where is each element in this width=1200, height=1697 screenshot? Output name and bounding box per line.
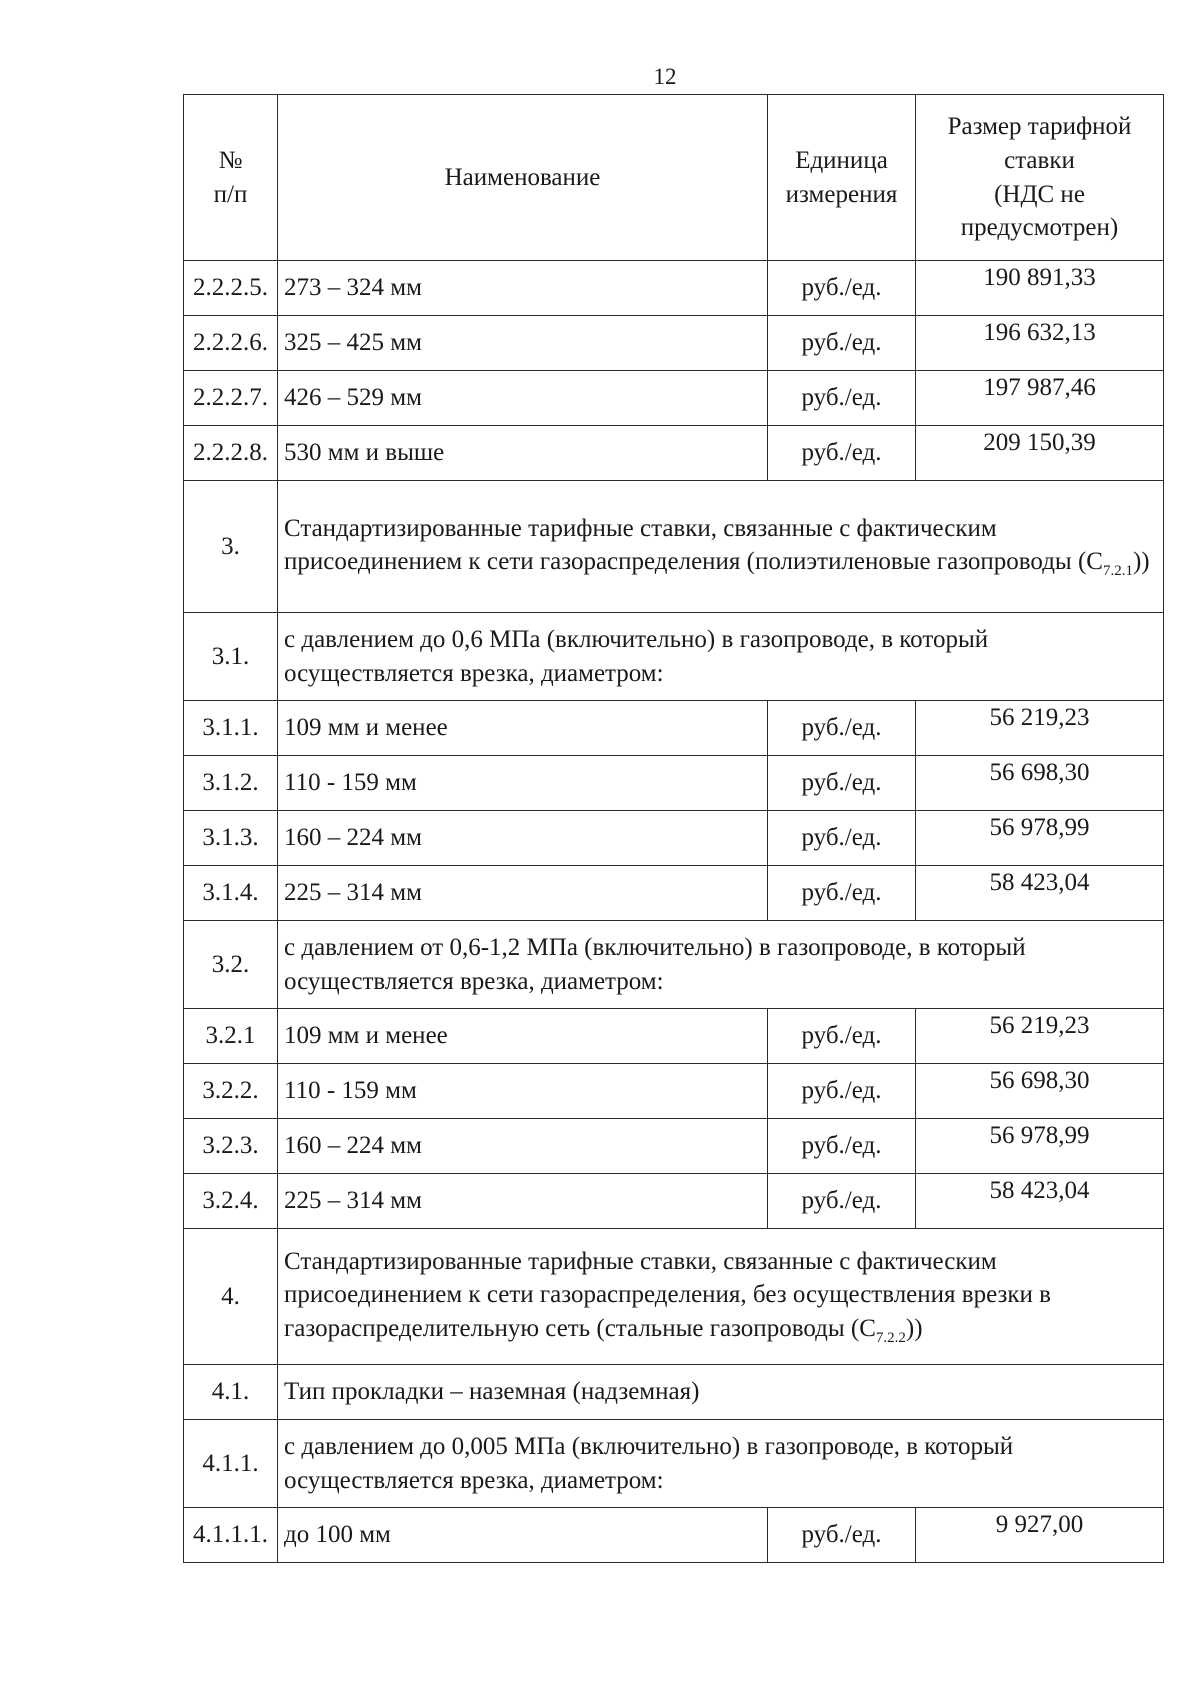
row-name: 325 – 425 мм — [278, 316, 768, 371]
subsection-title: с давлением до 0,005 МПа (включительно) в газопроводе, в который осуществляется врезка, диаметром: — [278, 1420, 1164, 1508]
row-rate: 56 978,99 — [916, 811, 1164, 866]
row-rate: 58 423,04 — [916, 866, 1164, 921]
row-rate: 190 891,33 — [916, 261, 1164, 316]
row-name: до 100 мм — [278, 1508, 768, 1563]
row-unit: руб./ед. — [768, 701, 916, 756]
subsection-number: 3.1. — [184, 613, 278, 701]
row-rate: 56 219,23 — [916, 701, 1164, 756]
row-rate: 56 219,23 — [916, 1009, 1164, 1064]
table-header-row — [184, 95, 1164, 261]
row-number: 3.1.1. — [184, 701, 278, 756]
section-number: 3. — [184, 481, 278, 613]
subsection-title: с давлением до 0,6 МПа (включительно) в газопроводе, в который осуществляется врезка, диаметром: — [278, 613, 1164, 701]
row-number: 3.2.3. — [184, 1119, 278, 1174]
row-rate: 196 632,13 — [916, 316, 1164, 371]
header-unit: Единица измерения — [768, 95, 916, 261]
row-rate: 56 978,99 — [916, 1119, 1164, 1174]
row-name: 426 – 529 мм — [278, 371, 768, 426]
row-name: 225 – 314 мм — [278, 866, 768, 921]
subsection-row — [184, 1420, 1164, 1508]
row-rate: 58 423,04 — [916, 1174, 1164, 1229]
header-number: № п/п — [184, 95, 278, 261]
section-row — [184, 481, 1164, 613]
row-name: 109 мм и менее — [278, 701, 768, 756]
row-rate: 56 698,30 — [916, 756, 1164, 811]
table-row — [184, 426, 1164, 481]
table-row — [184, 1009, 1164, 1064]
row-name: 109 мм и менее — [278, 1009, 768, 1064]
row-unit: руб./ед. — [768, 261, 916, 316]
row-rate: 9 927,00 — [916, 1508, 1164, 1563]
row-unit: руб./ед. — [768, 1174, 916, 1229]
row-unit: руб./ед. — [768, 426, 916, 481]
row-unit: руб./ед. — [768, 371, 916, 426]
section-title-subscript: 7.2.2 — [875, 1330, 906, 1347]
header-name: Наименование — [278, 95, 768, 261]
header-rate: Размер тарифной ставки (НДС не предусмотрен) — [916, 95, 1164, 261]
table-row — [184, 866, 1164, 921]
row-unit: руб./ед. — [768, 1064, 916, 1119]
section-title — [278, 481, 1164, 613]
subsection-row — [184, 613, 1164, 701]
row-number: 3.2.4. — [184, 1174, 278, 1229]
table-row — [184, 261, 1164, 316]
table-row — [184, 1119, 1164, 1174]
row-name: 160 – 224 мм — [278, 1119, 768, 1174]
table-row — [184, 316, 1164, 371]
table-row — [184, 811, 1164, 866]
subsection-title: Тип прокладки – наземная (надземная) — [278, 1365, 1164, 1420]
row-name: 110 - 159 мм — [278, 1064, 768, 1119]
section-title-end: )) — [1132, 548, 1150, 576]
row-number: 3.1.2. — [184, 756, 278, 811]
subsection-number: 4.1.1. — [184, 1420, 278, 1508]
row-unit: руб./ед. — [768, 866, 916, 921]
row-number: 3.2.1 — [184, 1009, 278, 1064]
row-unit: руб./ед. — [768, 811, 916, 866]
row-unit: руб./ед. — [768, 316, 916, 371]
section-title-text: Стандартизированные тарифные ставки, связанные с фактическим присоединением к сети газораспределения, без осуществления врезки в газораспределительную сеть (стальные газопроводы (С — [284, 1247, 1051, 1343]
subsection-row — [184, 1365, 1164, 1420]
subsection-number: 4.1. — [184, 1365, 278, 1420]
section-row — [184, 1229, 1164, 1365]
table-row — [184, 756, 1164, 811]
row-name: 110 - 159 мм — [278, 756, 768, 811]
row-unit: руб./ед. — [768, 756, 916, 811]
row-number: 3.1.4. — [184, 866, 278, 921]
row-number: 2.2.2.7. — [184, 371, 278, 426]
row-number: 2.2.2.5. — [184, 261, 278, 316]
page-number: 12 — [653, 64, 677, 89]
row-number: 4.1.1.1. — [184, 1508, 278, 1563]
row-name: 225 – 314 мм — [278, 1174, 768, 1229]
table-row — [184, 371, 1164, 426]
row-number: 3.2.2. — [184, 1064, 278, 1119]
row-unit: руб./ед. — [768, 1508, 916, 1563]
row-name: 160 – 224 мм — [278, 811, 768, 866]
row-unit: руб./ед. — [768, 1119, 916, 1174]
row-rate: 209 150,39 — [916, 426, 1164, 481]
row-number: 2.2.2.8. — [184, 426, 278, 481]
row-rate: 56 698,30 — [916, 1064, 1164, 1119]
section-title-end: )) — [905, 1315, 923, 1343]
section-title-text: Стандартизированные тарифные ставки, связанные с фактическим присоединением к сети газораспределения (полиэтиленовые газопроводы (С — [284, 514, 1103, 576]
row-name: 530 мм и выше — [278, 426, 768, 481]
table-row — [184, 1508, 1164, 1563]
row-rate: 197 987,46 — [916, 371, 1164, 426]
subsection-number: 3.2. — [184, 921, 278, 1009]
row-name: 273 – 324 мм — [278, 261, 768, 316]
table-row — [184, 701, 1164, 756]
section-number: 4. — [184, 1229, 278, 1365]
row-number: 3.1.3. — [184, 811, 278, 866]
subsection-row — [184, 921, 1164, 1009]
section-title-subscript: 7.2.1 — [1102, 563, 1133, 580]
tariff-table — [183, 94, 1164, 1563]
row-number: 2.2.2.6. — [184, 316, 278, 371]
table-row — [184, 1064, 1164, 1119]
row-unit: руб./ед. — [768, 1009, 916, 1064]
subsection-title: с давлением от 0,6-1,2 МПа (включительно) в газопроводе, в который осуществляется врезка, диаметром: — [278, 921, 1164, 1009]
table-row — [184, 1174, 1164, 1229]
section-title — [278, 1229, 1164, 1365]
